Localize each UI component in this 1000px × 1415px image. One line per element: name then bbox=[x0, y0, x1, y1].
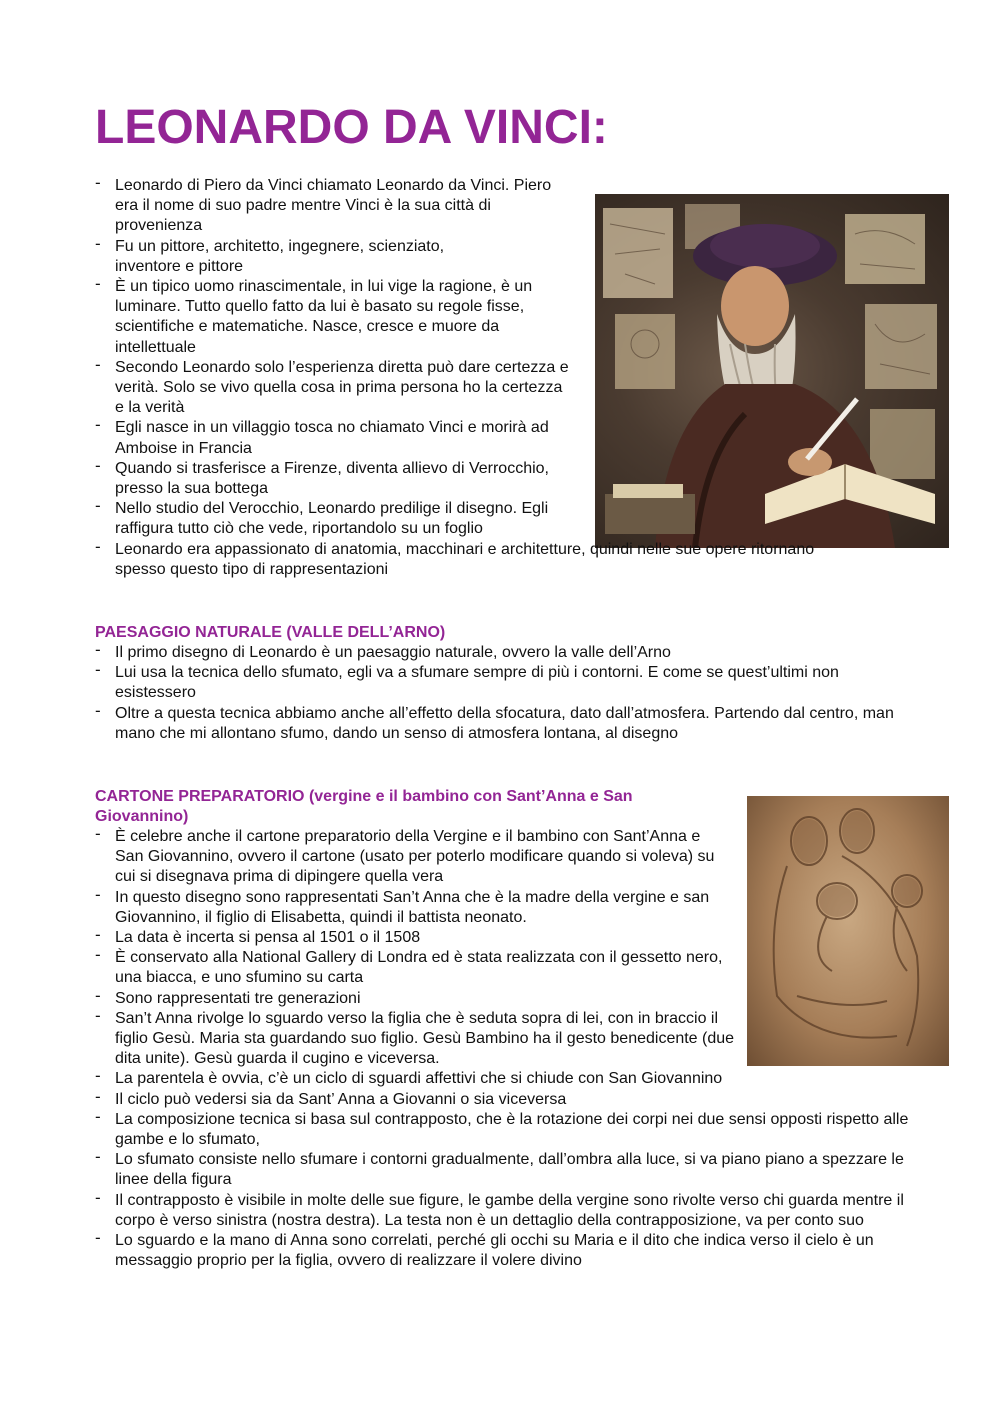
cartone-section bbox=[95, 787, 909, 1271]
list-item: - San’t Anna rivolge lo sguardo verso la figlia che è seduta sopra di lei, con in braccio il figlio Gesù. Maria sta guardando suo figlio. Gesù Bambino ha il gesto benedicente (due dita unite). Gesù guarda il cugino e viceversa. bbox=[95, 1009, 740, 1070]
list-item: - Lo sguardo e la mano di Anna sono correlati, perché gli occhi su Maria e il dito che indica verso il cielo è un messaggio proprio per la figlia, ovvero di realizzare il volere divino bbox=[95, 1231, 895, 1271]
list-item: - Sono rappresentati tre generazioni bbox=[95, 989, 740, 1009]
list-item: - Lo sfumato consiste nello sfumare i contorni gradualmente, dall’ombra alla luce, si va piano piano a spezzare le linee della figura bbox=[95, 1150, 905, 1190]
intro-section bbox=[95, 176, 815, 580]
list-item: - Il ciclo può vedersi sia da Sant’ Anna a Giovanni o sia viceversa bbox=[95, 1090, 905, 1110]
list-item: - Quando si trasferisce a Firenze, diventa allievo di Verrocchio, presso la sua bottega bbox=[95, 459, 560, 499]
list-item: - Il primo disegno di Leonardo è un paesaggio naturale, ovvero la valle dell’Arno bbox=[95, 643, 905, 663]
section-heading: CARTONE PREPARATORIO (vergine e il bambino con Sant’Anna e San Giovannino) bbox=[95, 788, 633, 825]
list-item: - La composizione tecnica si basa sul contrapposto, che è la rotazione dei corpi nei due sensi opposti rispetto alle gambe e lo sfumato, bbox=[95, 1110, 910, 1150]
leonardo-portrait-image bbox=[595, 194, 949, 548]
list-item: - Fu un pittore, architetto, ingegnere, scienziato, inventore e pittore bbox=[95, 237, 505, 277]
paesaggio-section bbox=[95, 623, 905, 744]
list-item: - Lui usa la tecnica dello sfumato, egli va a sfumare sempre di più i contorni. E come se quest’ultimi non esistessero bbox=[95, 663, 885, 703]
section-heading: PAESAGGIO NATURALE (VALLE DELL’ARNO) bbox=[95, 624, 446, 641]
paesaggio-list bbox=[95, 643, 905, 744]
list-item: - È conservato alla National Gallery di Londra ed è stata realizzata con il gessetto nero, una biacca, e uno sfumino su carta bbox=[95, 948, 740, 988]
list-item: - Egli nasce in un villaggio tosca no chiamato Vinci e morirà ad Amboise in Francia bbox=[95, 418, 575, 458]
list-item: - Oltre a questa tecnica abbiamo anche all’effetto della sfocatura, dato dall’atmosfera. Partendo dal centro, man mano che mi allontano sfumo, dando un senso di atmosfera lontana, al disegno bbox=[95, 704, 905, 744]
list-item: - In questo disegno sono rappresentati San’t Anna che è la madre della vergine e san Giovannino, il figlio di Elisabetta, quindi il battista neonato. bbox=[95, 888, 740, 928]
list-item: - La parentela è ovvia, c’è un ciclo di sguardi affettivi che si chiude con San Giovannino bbox=[95, 1069, 905, 1089]
page-title: LEONARDO DA VINCI: bbox=[95, 101, 608, 154]
list-item: - Il contrapposto è visibile in molte delle sue figure, le gambe della vergine sono rivolte verso chi guarda mentre il corpo è verso sinistra (nostra destra). La testa non è un dettaglio della contrapposizione, va per conto suo bbox=[95, 1191, 925, 1231]
list-item: - Secondo Leonardo solo l’esperienza diretta può dare certezza e verità. Solo se vivo quella cosa in prima persona ho la certezza e la verità bbox=[95, 358, 575, 419]
cartone-list bbox=[95, 827, 909, 1271]
list-item: - Leonardo era appassionato di anatomia, macchinari e architetture, quindi nelle sue opere ritornano spesso questo tipo di rappresentazioni bbox=[95, 540, 855, 580]
list-item: - La data è incerta si pensa al 1501 o il 1508 bbox=[95, 928, 740, 948]
list-item: - È un tipico uomo rinascimentale, in lui vige la ragione, è un luminare. Tutto quello fatto da lui è basato su regole fisse, scientifiche e matematiche. Nasce, cresce e muore da intellettuale bbox=[95, 277, 570, 358]
intro-list bbox=[95, 176, 815, 580]
list-item: - È celebre anche il cartone preparatorio della Vergine e il bambino con Sant’Anna e San Giovannino, ovvero il cartone (usato per poterlo modificare quando si voleva) su cui si disegnava prima di dipingere quella vera bbox=[95, 827, 730, 888]
list-item: - Nello studio del Verocchio, Leonardo predilige il disegno. Egli raffigura tutto ciò che vede, riportandolo su un foglio bbox=[95, 499, 580, 539]
list-item: - Leonardo di Piero da Vinci chiamato Leonardo da Vinci. Piero era il nome di suo padre mentre Vinci è la sua città di provenienza bbox=[95, 176, 570, 237]
